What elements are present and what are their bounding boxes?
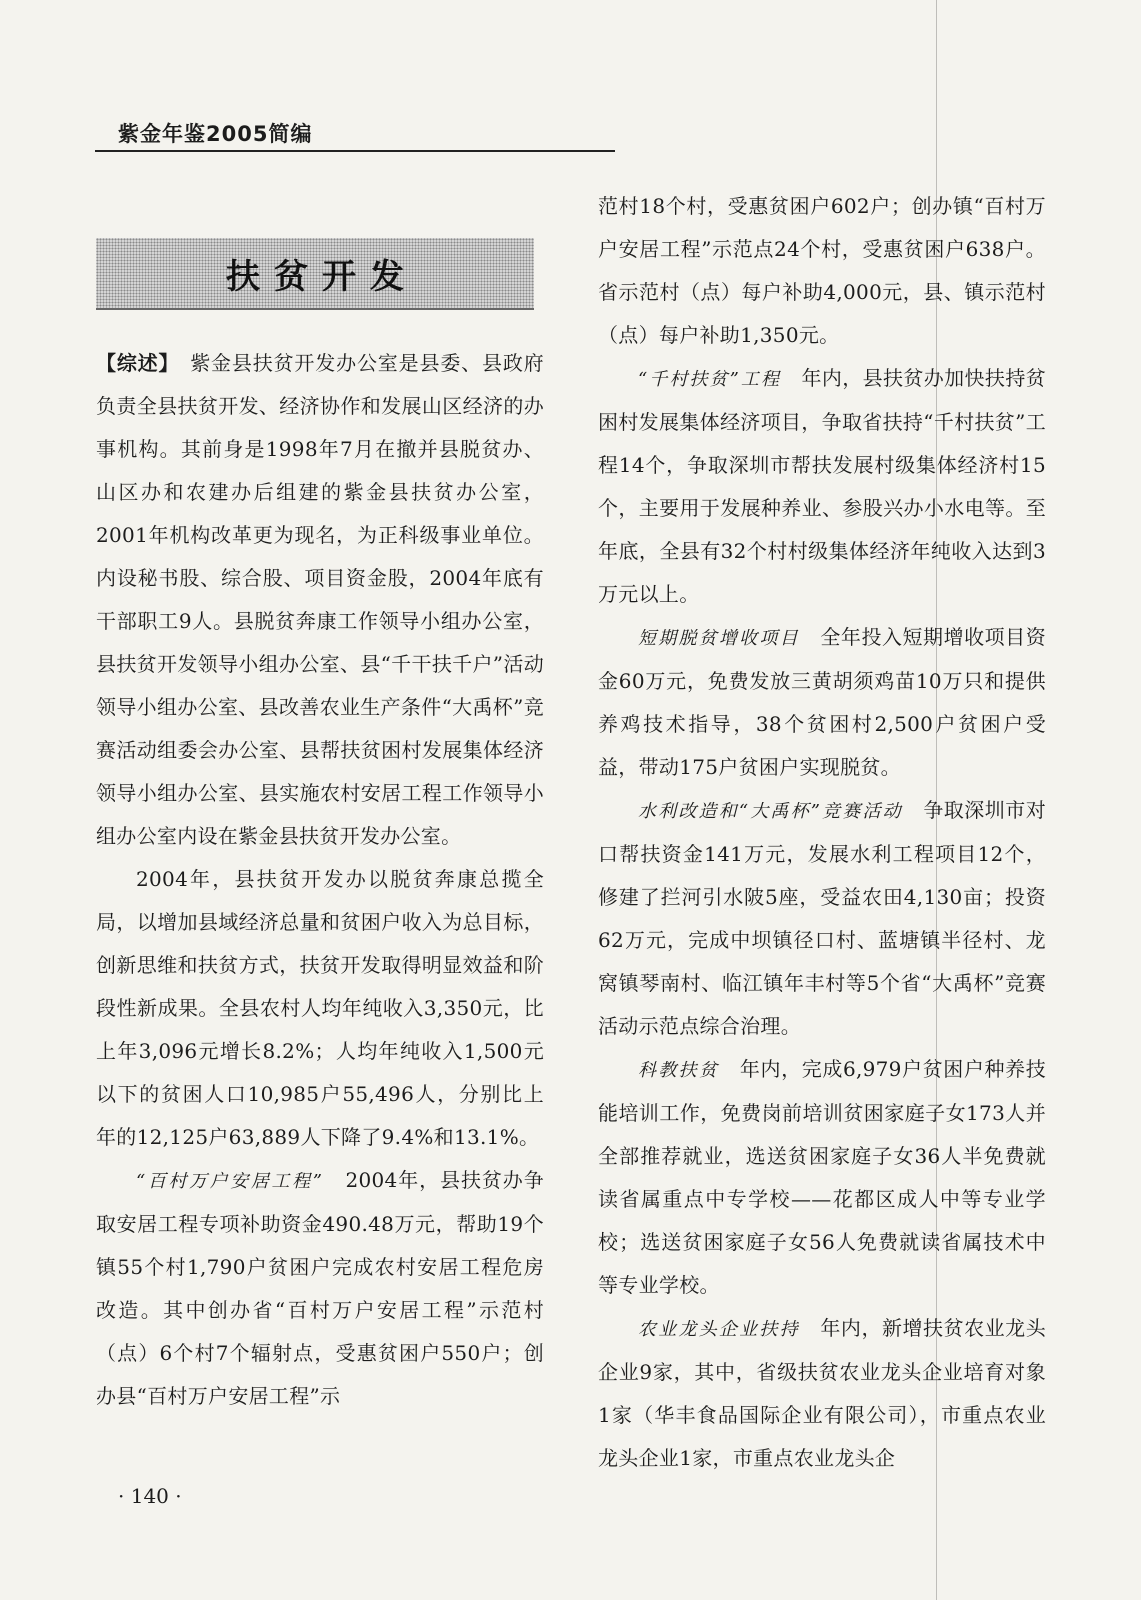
section-title-box bbox=[96, 238, 534, 310]
village-poverty-text: 年内，县扶贫办加快扶持贫困村发展集体经济项目，争取省扶持“千村扶贫”工程14个，争取深圳市帮扶发展村级集体经济村15个，主要用于发展种养业、参股兴办小水电等。至年底，全县有32个村村级集体经济年纯收入达到3万元以上。 bbox=[598, 366, 1047, 606]
water-conservancy-subhead: 水利改造和“大禹杯”竞赛活动 bbox=[638, 801, 903, 822]
header-rule bbox=[95, 150, 615, 152]
summary-paragraph bbox=[96, 858, 544, 1159]
housing-project-paragraph bbox=[96, 1159, 544, 1418]
short-term-project-text: 全年投入短期增收项目资金60万元，免费发放三黄胡须鸡苗10万只和提供养鸡技术指导，38个贫困村2,500户贫困户受益，带动175户贫困户实现脱贫。 bbox=[598, 625, 1047, 779]
right-column bbox=[598, 185, 1046, 1480]
section-title: 扶贫开发 bbox=[226, 256, 418, 297]
overview-paragraph bbox=[96, 342, 544, 858]
water-conservancy-text: 争取深圳市对口帮扶资金141万元，发展水利工程项目12个，修建了拦河引水陂5座，受益农田4,130亩；投资62万元，完成中坝镇径口村、蓝塘镇半径村、龙窝镇琴南村、临江镇年丰村等5个省“大禹杯”竞赛活动示范点综合治理。 bbox=[598, 798, 1046, 1038]
agri-enterprise-text: 年内，新增扶贫农业龙头企业9家，其中，省级扶贫农业龙头企业培育对象1家（华丰食品国际企业有限公司），市重点农业龙头企业1家，市重点农业龙头企 bbox=[598, 1316, 1047, 1470]
water-conservancy-paragraph bbox=[598, 789, 1046, 1048]
education-poverty-text: 年内，完成6,979户贫困户种养技能培训工作，免费岗前培训贫困家庭子女173人并全部推荐就业，选送贫困家庭子女36人半免费就读省属重点中专学校——花都区成人中等专业学校；选送贫困家庭子女56人免费就读省属技术中等专业学校。 bbox=[598, 1057, 1047, 1297]
agri-enterprise-subhead: 农业龙头企业扶持 bbox=[638, 1319, 800, 1340]
short-term-project-subhead: 短期脱贫增收项目 bbox=[638, 628, 800, 649]
agri-enterprise-paragraph bbox=[598, 1307, 1046, 1480]
running-header-title: 紫金年鉴2005简编 bbox=[118, 122, 313, 146]
housing-project-subhead: “百村万户安居工程” bbox=[136, 1171, 324, 1192]
housing-continued-text: 范村18个村，受惠贫困户602户；创办镇“百村万户安居工程”示范点24个村，受惠贫困户638户。省示范村（点）每户补助4,000元，县、镇示范村（点）每户补助1,350元。 bbox=[598, 194, 1046, 347]
short-term-project-paragraph bbox=[598, 616, 1046, 789]
left-column bbox=[96, 342, 544, 1418]
village-poverty-paragraph bbox=[598, 357, 1046, 616]
page-number: · 140 · bbox=[118, 1484, 182, 1508]
education-poverty-subhead: 科教扶贫 bbox=[638, 1060, 720, 1081]
overview-lead: 【综述】 bbox=[96, 351, 170, 375]
housing-continued-paragraph bbox=[598, 185, 1046, 357]
scan-edge-line bbox=[936, 0, 937, 1600]
education-poverty-paragraph bbox=[598, 1048, 1046, 1307]
village-poverty-subhead: “千村扶贫”工程 bbox=[638, 369, 782, 390]
overview-text: 紫金县扶贫开发办公室是县委、县政府负责全县扶贫开发、经济协作和发展山区经济的办事机构。其前身是1998年7月在撤并县脱贫办、山区办和农建办后组建的紫金县扶贫办公室，2001年机构改革更为现名，为正科级事业单位。内设秘书股、综合股、项目资金股，2004年底有干部职工9人。县脱贫奔康工作领导小组办公室，县扶贫开发领导小组办公室、县“千干扶千户”活动领导小组办公室、县改善农业生产条件“大禹杯”竞赛活动组委会办公室、县帮扶贫困村发展集体经济领导小组办公室、县实施农村安居工程工作领导小组办公室内设在紫金县扶贫开发办公室。 bbox=[96, 351, 544, 848]
summary-text: 2004年，县扶贫开发办以脱贫奔康总揽全局，以增加县域经济总量和贫困户收入为总目标，创新思维和扶贫方式，扶贫开发取得明显效益和阶段性新成果。全县农村人均年纯收入3,350元，比上年3,096元增长8.2%；人均年纯收入1,500元以下的贫困人口10,985户55,496人，分别比上年的12,125户63,889人下降了9.4%和13.1%。 bbox=[96, 867, 544, 1149]
housing-project-text: 2004年，县扶贫办争取安居工程专项补助资金490.48万元，帮助19个镇55个村1,790户贫困户完成农村安居工程危房改造。其中创办省“百村万户安居工程”示范村（点）6个村7个辐射点，受惠贫困户550户；创办县“百村万户安居工程”示 bbox=[96, 1168, 544, 1408]
